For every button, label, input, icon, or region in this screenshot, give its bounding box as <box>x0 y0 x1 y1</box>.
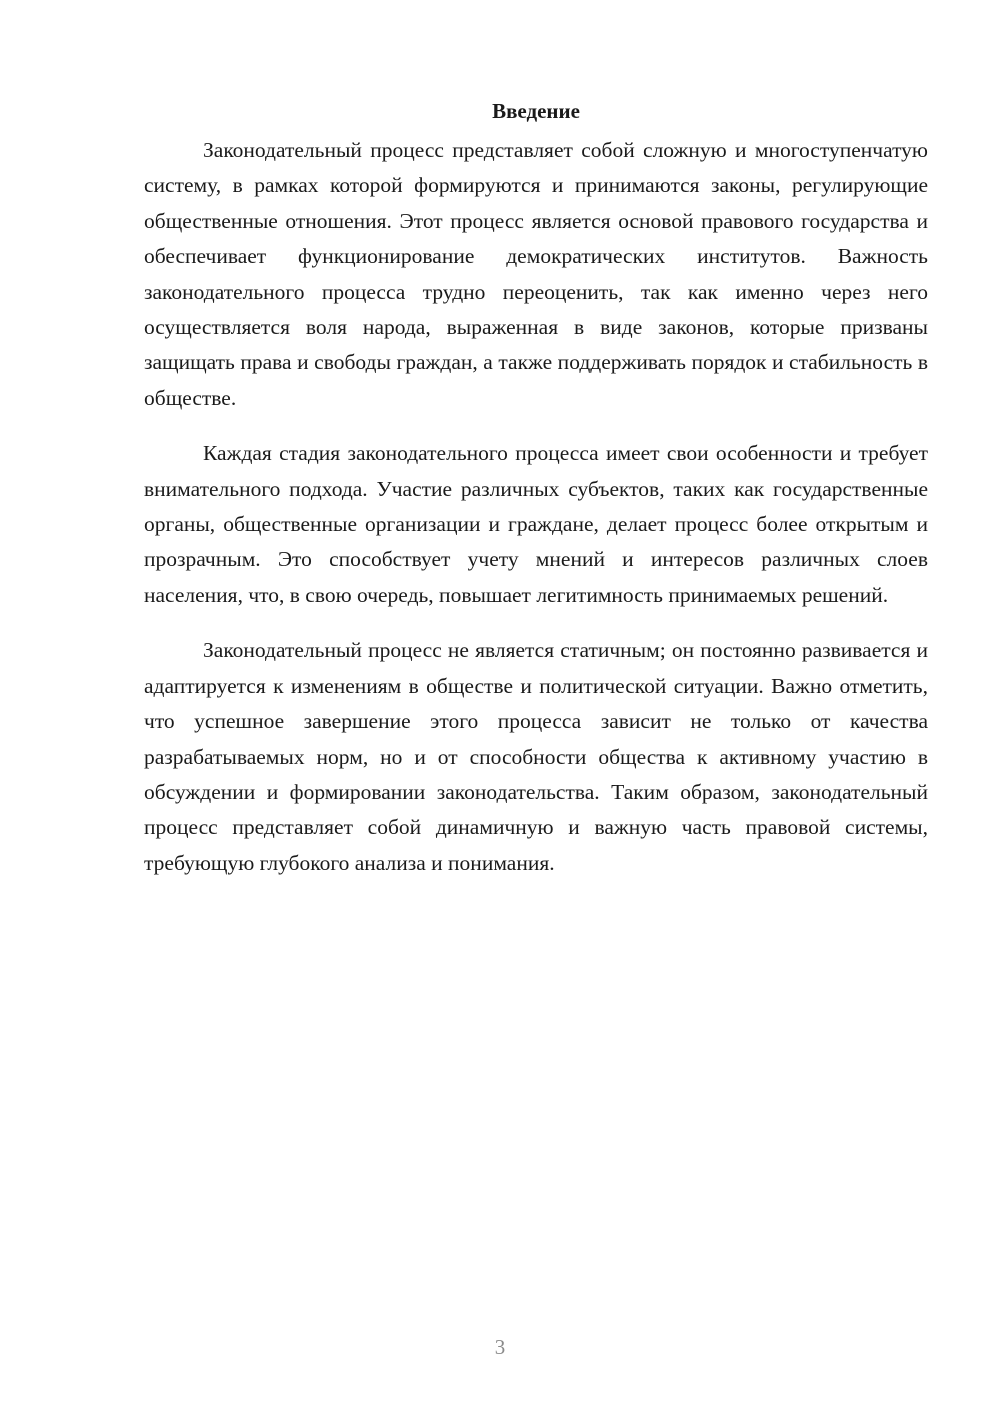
page-content <box>144 93 928 881</box>
page-number: 3 <box>494 1335 506 1359</box>
paragraph-1: Законодательный процесс представляет собой сложную и многоступенчатую систему, в рамках которой формируются и принимаются законы, регулирующие общественные отношения. Этот процесс является основой правового государства и обеспечивает функционирование демократических институтов. Важность законодательного процесса трудно переоценить, так как именно через него осуществляется воля народа, выраженная в виде законов, которые призваны защищать права и свободы граждан, а также поддерживать порядок и стабильность в обществе. <box>144 138 928 410</box>
paragraph-3: Законодательный процесс не является статичным; он постоянно развивается и адаптируется к изменениям в обществе и политической ситуации. Важно отметить, что успешное завершение этого процесса зависит не только от качества разрабатываемых норм, но и от способности общества к активному участию в обсуждении и формировании законодательства. Таким образом, законодательный процесс представляет собой динамичную и важную часть правовой системы, требующую глубокого анализа и понимания. <box>144 638 928 875</box>
paragraph-2: Каждая стадия законодательного процесса имеет свои особенности и требует внимательного подхода. Участие различных субъектов, таких как государственные органы, общественные организации и граждане, делает процесс более открытым и прозрачным. Это способствует учету мнений и интересов различных слоев населения, что, в свою очередь, повышает легитимность принимаемых решений. <box>144 441 928 607</box>
section-heading: Введение <box>492 99 580 123</box>
